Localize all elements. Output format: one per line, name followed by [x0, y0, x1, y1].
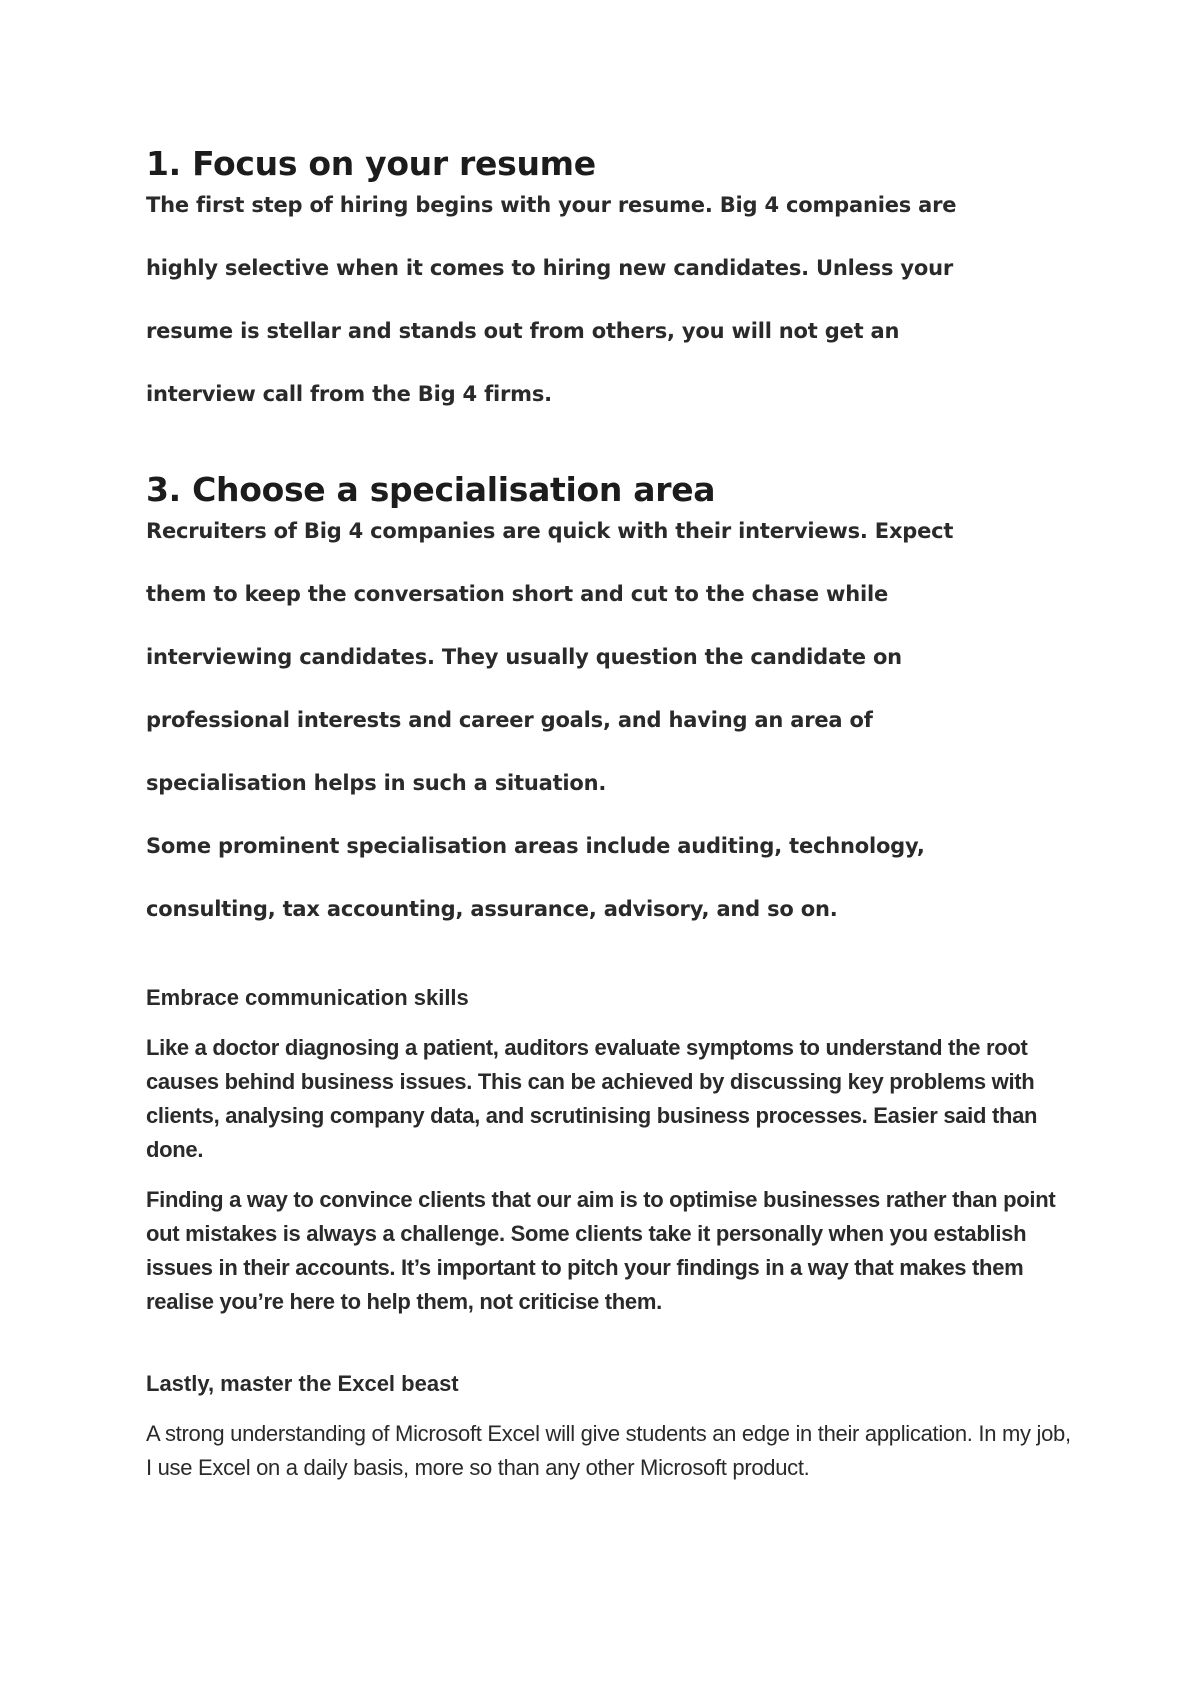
body-line: professional interests and career goals, and having an area of — [146, 708, 873, 732]
section-heading: 3. Choose a specialisation area — [146, 470, 716, 509]
body-line: specialisation helps in such a situation. — [146, 771, 607, 795]
body-line: them to keep the conversation short and cut to the chase while — [146, 582, 889, 606]
body-line: interviewing candidates. They usually question the candidate on — [146, 645, 902, 669]
subsection-heading: Embrace communication skills — [146, 985, 469, 1010]
body-line: highly selective when it comes to hiring new candidates. Unless your — [146, 256, 953, 280]
body-line: interview call from the Big 4 firms. — [146, 382, 552, 406]
paragraph: Like a doctor diagnosing a patient, auditors evaluate symptoms to understand the root causes behind business issues. This can be achieved by discussing key problems with clients, analysing company data, and scrutinising business processes. Easier said than done. — [146, 1035, 1038, 1162]
document-page — [146, 140, 1076, 1485]
body-line: resume is stellar and stands out from others, you will not get an — [146, 319, 900, 343]
section-specialisation — [146, 466, 1076, 941]
section-communication — [146, 981, 1076, 1319]
section-excel — [146, 1367, 1076, 1485]
paragraph: Finding a way to convince clients that our aim is to optimise businesses rather than point out mistakes is always a challenge. Some clients take it personally when you establish issues in their accounts. It’s important to pitch your findings in a way that makes them realise you’re here to help them, not criticise them. — [146, 1187, 1056, 1314]
body-line: The first step of hiring begins with your resume. Big 4 companies are — [146, 193, 957, 217]
body-line: Recruiters of Big 4 companies are quick with their interviews. Expect — [146, 519, 954, 543]
paragraph: A strong understanding of Microsoft Excel will give students an edge in their application. In my job, I use Excel on a daily basis, more so than any other Microsoft product. — [146, 1421, 1071, 1480]
subsection-heading: Lastly, master the Excel beast — [146, 1371, 459, 1396]
section-focus-resume — [146, 140, 1076, 426]
body-line: Some prominent specialisation areas include auditing, technology, — [146, 834, 925, 858]
body-line: consulting, tax accounting, assurance, advisory, and so on. — [146, 897, 838, 921]
section-heading: 1. Focus on your resume — [146, 144, 596, 183]
